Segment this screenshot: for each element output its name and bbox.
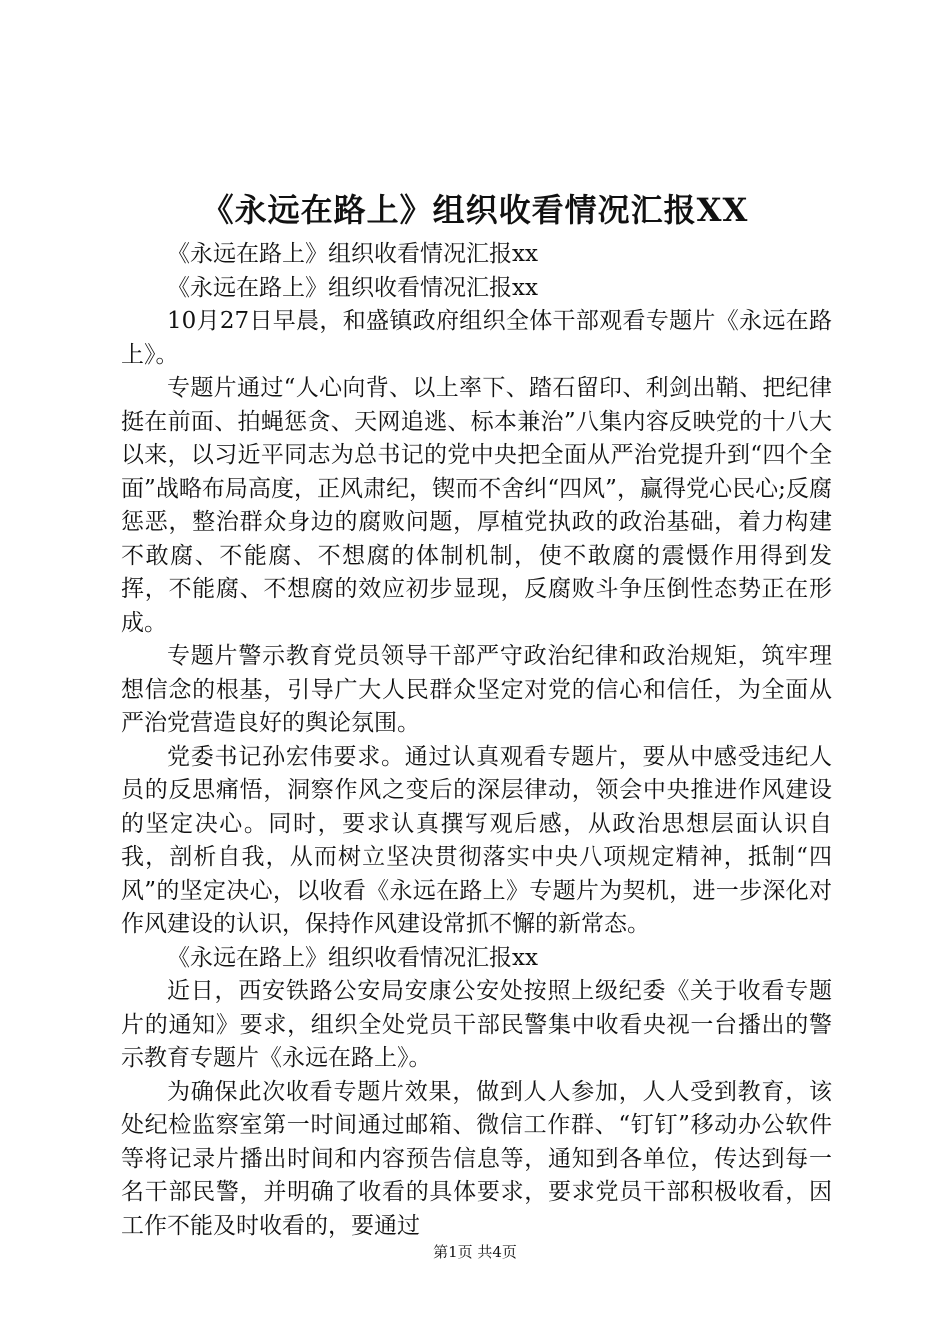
paragraph: 10月27日早晨，和盛镇政府组织全体干部观看专题片《永远在路上》。 xyxy=(121,308,832,368)
page-number-footer: 第1页 共4页 xyxy=(433,1243,517,1261)
paragraph-subheading: 《永远在路上》组织收看情况汇报xx xyxy=(167,241,538,267)
paragraph: 专题片通过“人心向背、以上率下、踏石留印、利剑出鞘、把纪律挺在前面、拍蝇惩贪、天网追逃、标本兼治”八集内容反映党的十八大以来，以习近平同志为总书记的党中央把全面从严治党提升到“四个全面”战略布局高度，正风肃纪，锲而不舍纠“四风”，赢得党心民心;反腐惩恶，整治群众身边的腐败问题，厚植党执政的政治基础，着力构建不敢腐、不能腐、不想腐的体制机制，使不敢腐的震慑作用得到发挥，不能腐、不想腐的效应初步显现，反腐败斗争压倒性态势正在形成。 xyxy=(121,375,832,636)
paragraph: 党委书记孙宏伟要求。通过认真观看专题片，要从中感受违纪人员的反思痛悟，洞察作风之变后的深层律动，领会中央推进作风建设的坚定决心。同时，要求认真撰写观后感，从政治思想层面认识自我，剖析自我，从而树立坚决贯彻落实中央八项规定精神，抵制“四风”的坚定决心，以收看《永远在路上》专题片为契机，进一步深化对作风建设的认识，保持作风建设常抓不懈的新常态。 xyxy=(121,743,832,937)
paragraph-subheading: 《永远在路上》组织收看情况汇报xx xyxy=(167,274,538,301)
document-body xyxy=(121,238,832,1243)
document-title: 《永远在路上》组织收看情况汇报XX xyxy=(201,191,749,229)
paragraph-subheading: 《永远在路上》组织收看情况汇报xx xyxy=(167,944,538,971)
paragraph: 专题片警示教育党员领导干部严守政治纪律和政治规矩，筑牢理想信念的根基，引导广大人民群众坚定对党的信心和信任，为全面从严治党营造良好的舆论氛围。 xyxy=(121,643,832,736)
paragraph: 近日，西安铁路公安局安康公安处按照上级纪委《关于收看专题片的通知》要求，组织全处党员干部民警集中收看央视一台播出的警示教育专题片《永远在路上》。 xyxy=(121,978,832,1071)
paragraph: 为确保此次收看专题片效果，做到人人参加，人人受到教育，该处纪检监察室第一时间通过邮箱、微信工作群、“钉钉”移动办公软件等将记录片播出时间和内容预告信息等，通知到各单位，传达到每一名干部民警，并明确了收看的具体要求，要求党员干部积极收看，因工作不能及时收看的，要通过 xyxy=(121,1078,832,1239)
